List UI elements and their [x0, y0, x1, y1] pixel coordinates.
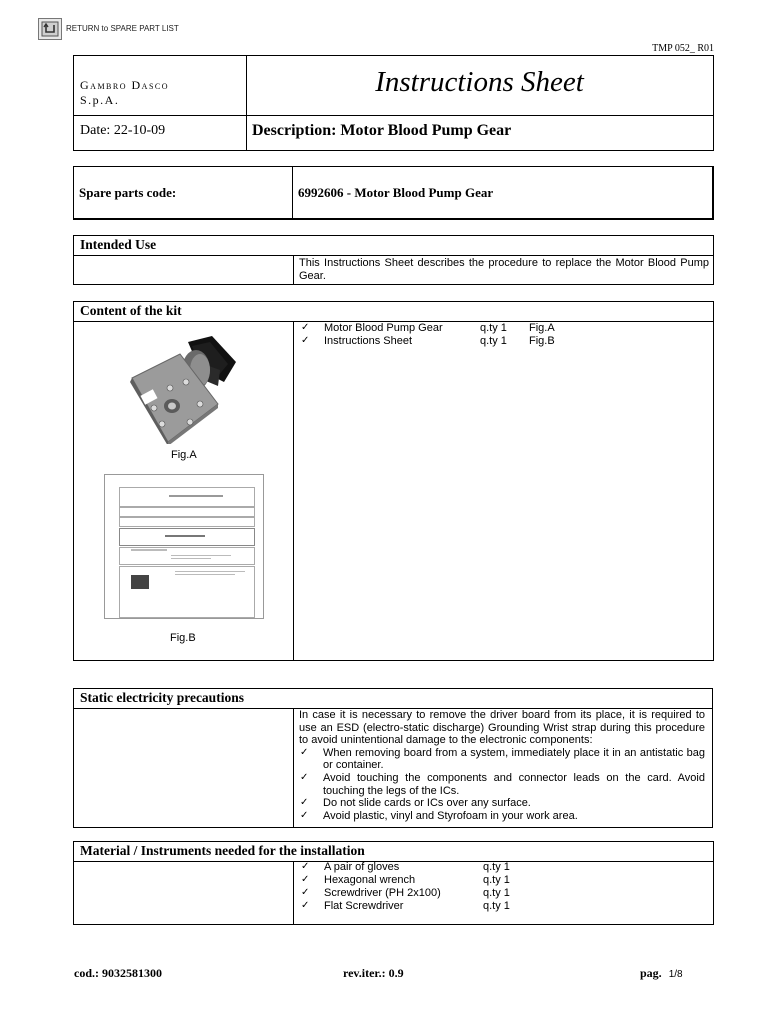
- footer-page: pag. 1/8: [640, 966, 683, 980]
- document-date: Date: 22-10-09: [80, 123, 166, 138]
- motor-gear-image: [128, 334, 240, 444]
- precaution-item: ✓ Avoid touching the components and connector leads on the card. Avoid touching the legs of the ICs.: [299, 772, 705, 797]
- section-heading: Static electricity precautions: [80, 690, 244, 705]
- spare-parts-label: Spare parts code:: [79, 185, 177, 200]
- instructions-sheet-thumbnail: [104, 474, 264, 619]
- document-title: Instructions Sheet: [375, 66, 584, 98]
- return-button[interactable]: [38, 18, 62, 40]
- materials-list: [300, 861, 600, 913]
- spare-parts-value: 6992606 - Motor Blood Pump Gear: [298, 185, 494, 200]
- return-arrow-icon: [39, 19, 61, 39]
- document-description: Description: Motor Blood Pump Gear: [252, 122, 512, 139]
- intended-use-text: This Instructions Sheet describes the procedure to replace the Motor Blood Pump Gear.: [299, 257, 709, 282]
- footer-code: cod.: 9032581300: [74, 966, 162, 980]
- material-item: ✓ Flat Screwdriver q.ty 1: [300, 900, 600, 913]
- company-name: Gambro Dasco S.p.A.: [80, 78, 170, 107]
- materials-section: [73, 841, 714, 925]
- fig-a-caption: Fig.A: [171, 449, 197, 461]
- template-code: TMP 052_ R01: [652, 43, 714, 54]
- precaution-item: ✓ Do not slide cards or ICs over any surface.: [299, 797, 705, 810]
- static-precautions-section: [73, 688, 713, 828]
- kit-list: [300, 322, 600, 348]
- spare-parts-table: [73, 166, 714, 220]
- material-item: ✓ Hexagonal wrench q.ty 1: [300, 874, 600, 887]
- material-item: ✓ A pair of gloves q.ty 1: [300, 861, 600, 874]
- section-heading: Intended Use: [80, 237, 157, 252]
- return-link[interactable]: RETURN to SPARE PART LIST: [66, 24, 179, 33]
- footer-revision: rev.iter.: 0.9: [343, 966, 404, 980]
- kit-item: ✓ Instructions Sheet q.ty 1 Fig.B: [300, 335, 600, 348]
- intended-use-section: [73, 235, 714, 285]
- kit-item: ✓ Motor Blood Pump Gear q.ty 1 Fig.A: [300, 322, 600, 335]
- header-table: [73, 55, 714, 151]
- section-heading: Material / Instruments needed for the installation: [80, 843, 365, 858]
- static-precautions-text: In case it is necessary to remove the driver board from its place, it is required to use an ESD (electro-static discharge) Grounding Wrist strap during this procedure to avoid unintentional damage to the electronic components: ✓ When removing board from a system, immediately place it in an antistatic bag or container. ✓ Avoid touching the components and connector leads on the card. Avoid touching the legs of the ICs. ✓ Do not slide cards or ICs over any surface. ✓ Avoid plastic, vinyl and Styrofoam in your work area.: [299, 709, 705, 822]
- material-item: ✓ Screwdriver (PH 2x100) q.ty 1: [300, 887, 600, 900]
- fig-b-caption: Fig.B: [170, 632, 196, 644]
- precaution-item: ✓ Avoid plastic, vinyl and Styrofoam in your work area.: [299, 810, 705, 823]
- precaution-item: ✓ When removing board from a system, immediately place it in an antistatic bag or container.: [299, 747, 705, 772]
- section-heading: Content of the kit: [80, 303, 182, 318]
